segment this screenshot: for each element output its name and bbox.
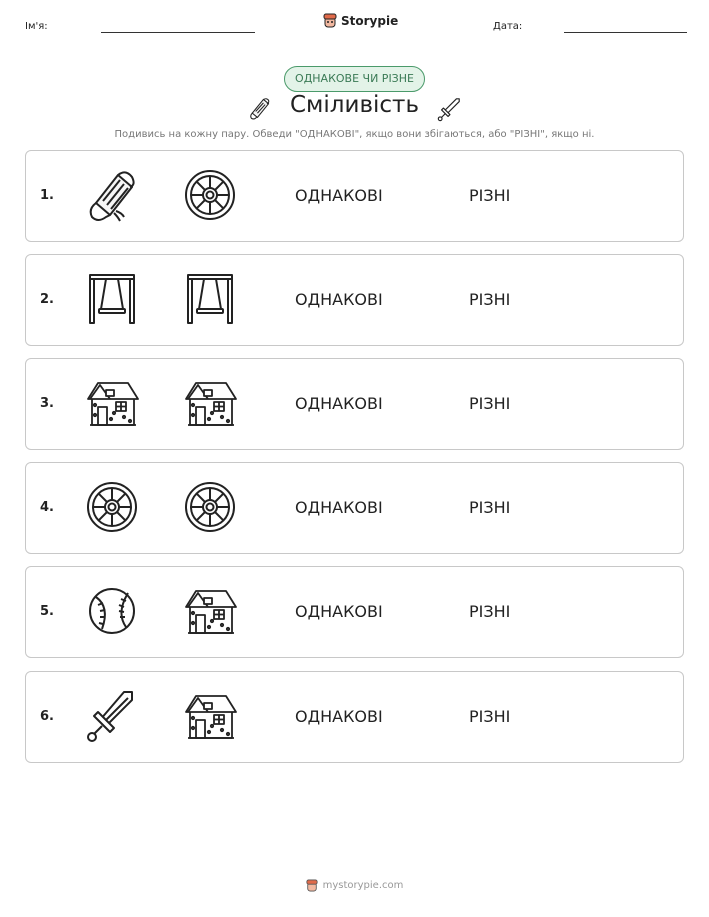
house-icon xyxy=(182,375,238,431)
brand-logo xyxy=(323,13,398,28)
name-label: Ім'я: xyxy=(25,21,48,32)
scroll-icon xyxy=(84,167,140,223)
storypie-mascot-icon xyxy=(306,879,318,892)
question-number: 6. xyxy=(40,709,54,724)
question-row xyxy=(25,254,684,346)
same-option[interactable]: ОДНАКОВІ xyxy=(295,394,383,413)
date-label: Дата: xyxy=(493,21,523,32)
question-row xyxy=(25,150,684,242)
wheel-icon xyxy=(84,479,140,535)
same-option[interactable]: ОДНАКОВІ xyxy=(295,707,383,726)
same-option[interactable]: ОДНАКОВІ xyxy=(295,602,383,621)
different-option[interactable]: РІЗНІ xyxy=(469,498,511,517)
question-row xyxy=(25,358,684,450)
baseball-icon xyxy=(84,583,140,639)
footer xyxy=(0,879,709,892)
same-option[interactable]: ОДНАКОВІ xyxy=(295,186,383,205)
name-line[interactable] xyxy=(101,32,255,33)
same-option[interactable]: ОДНАКОВІ xyxy=(295,290,383,309)
footer-url[interactable]: mystorypie.com xyxy=(322,880,404,891)
page-title: Сміливість xyxy=(290,92,419,118)
sword-icon xyxy=(436,94,462,124)
worksheet-type-badge: ОДНАКОВЕ ЧИ РІЗНЕ xyxy=(284,66,425,92)
question-number: 2. xyxy=(40,292,54,307)
sword-icon xyxy=(84,688,140,744)
house-icon xyxy=(182,688,238,744)
different-option[interactable]: РІЗНІ xyxy=(469,602,511,621)
question-number: 4. xyxy=(40,500,54,515)
house-icon xyxy=(84,375,140,431)
question-number: 1. xyxy=(40,188,54,203)
wheel-icon xyxy=(182,479,238,535)
question-number: 5. xyxy=(40,604,54,619)
question-row xyxy=(25,566,684,658)
instructions: Подивись на кожну пару. Обведи "ОДНАКОВІ", якщо вони збігаються, або "РІЗНІ", якщо ні. xyxy=(114,129,595,140)
question-row xyxy=(25,462,684,554)
wheel-icon xyxy=(182,167,238,223)
question-number: 3. xyxy=(40,396,54,411)
brand-name: Storypie xyxy=(341,13,399,28)
same-option[interactable]: ОДНАКОВІ xyxy=(295,498,383,517)
different-option[interactable]: РІЗНІ xyxy=(469,394,511,413)
house-icon xyxy=(182,583,238,639)
swing-icon xyxy=(182,271,238,327)
different-option[interactable]: РІЗНІ xyxy=(469,186,511,205)
storypie-mascot-icon xyxy=(323,13,337,28)
swing-icon xyxy=(84,271,140,327)
different-option[interactable]: РІЗНІ xyxy=(469,707,511,726)
different-option[interactable]: РІЗНІ xyxy=(469,290,511,309)
date-line[interactable] xyxy=(564,32,687,33)
question-row xyxy=(25,671,684,763)
